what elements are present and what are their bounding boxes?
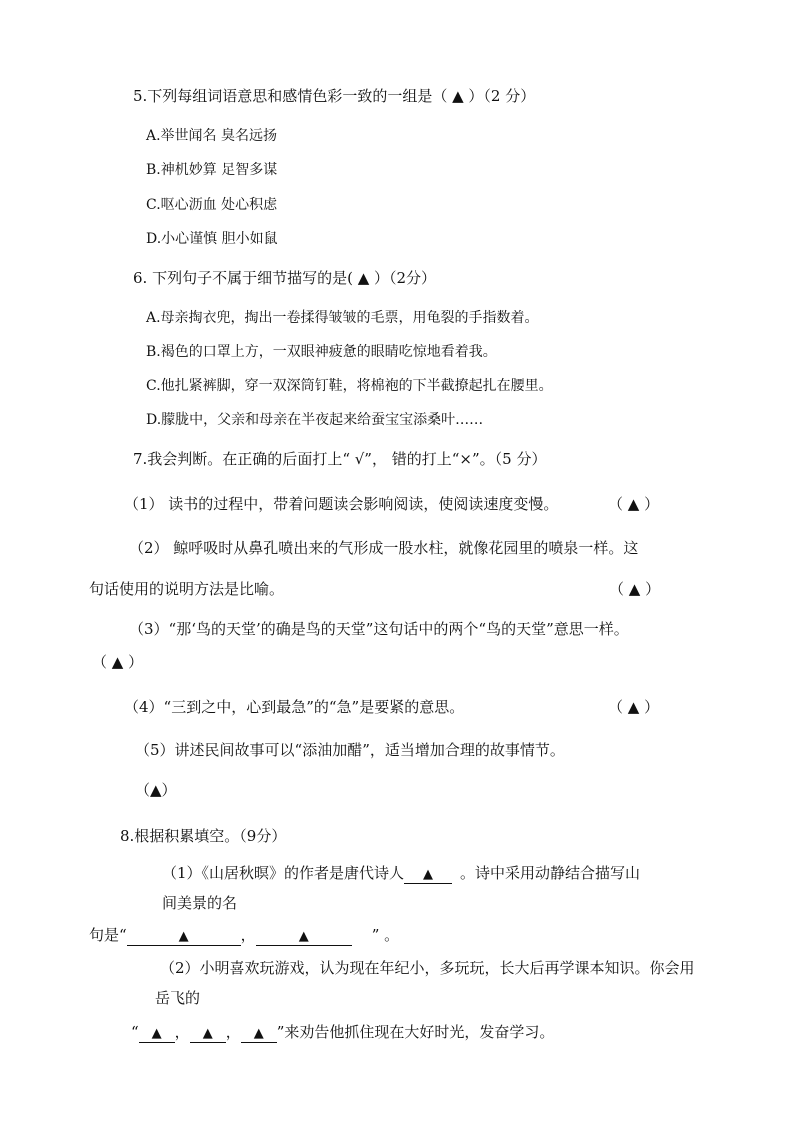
q7-item-5-text: （5）讲述民间故事可以“添油加醋”，适当增加合理的故事情节。 (135, 741, 565, 759)
q8-part1-line3 (89, 925, 399, 946)
q8-part1-text-c: 间美景的名 (162, 894, 238, 912)
q5-option-d: D.小心谨慎 胆小如鼠 (146, 231, 278, 247)
q8-part1-text-d: 句是“ (89, 926, 127, 944)
q7-item-1-text: （1） 读书的过程中，带着问题读会影响阅读，使阅读速度变慢。 (124, 495, 559, 513)
triangle-marker-icon: ▲ (151, 1026, 162, 1041)
q6-option-a: A.母亲掏衣兜，掏出一卷揉得皱皱的毛票，用龟裂的手指数着。 (146, 310, 539, 326)
q8-blank-quote-3[interactable] (241, 1024, 277, 1043)
q8-part1-line1 (162, 863, 640, 884)
q8-stem: 8.根据积累填空。（9分） (120, 827, 287, 845)
q6-stem: 6. 下列句子不属于细节描写的是( ▲ ）（2分） (133, 269, 437, 287)
q7-item-5-mark: （▲） (135, 781, 177, 799)
q8-part2-text-d: ， (174, 1023, 190, 1041)
q8-blank-poet[interactable] (404, 865, 452, 884)
triangle-marker-icon: ▲ (202, 1026, 213, 1041)
q6-option-d: D.朦胧中，父亲和母亲在半夜起来给蚕宝宝添桑叶…… (146, 412, 484, 428)
q5-option-c: C.呕心沥血 处心积虑 (146, 197, 278, 213)
q8-blank-quote-1[interactable] (139, 1024, 175, 1043)
q8-part2-text-b: 岳飞的 (155, 989, 201, 1007)
q8-part1-text-b: 。诗中采用动静结合描写山 (460, 864, 641, 882)
triangle-marker-icon: ▲ (298, 929, 309, 944)
q5-option-a: A.举世闻名 臭名远扬 (146, 128, 278, 144)
q5-option-b: B.神机妙算 足智多谋 (146, 162, 278, 178)
q7-item-1-mark: （ ▲ ） (608, 495, 660, 513)
q7-item-2-mark: （ ▲ ） (609, 580, 661, 598)
q8-part1-text-a: （1）《山居秋暝》的作者是唐代诗人 (162, 864, 405, 882)
q6-option-b: B.褐色的口罩上方，一双眼神疲惫的眼睛吃惊地看着我。 (146, 344, 497, 360)
q8-part2-text-e: ， (225, 1023, 241, 1041)
q8-part1-text-f: ” 。 (371, 926, 400, 944)
q7-item-2-cont: 句话使用的说明方法是比喻。 (89, 580, 285, 598)
q8-part2-text-c: “ (131, 1023, 139, 1041)
q8-part2-text-f: ”来劝告他抓住现在大好时光，发奋学习。 (276, 1023, 555, 1041)
q7-item-3-mark: （ ▲ ） (92, 653, 144, 671)
q7-item-3-text: （3）“那‘鸟的天堂’的确是鸟的天堂”这句话中的两个“鸟的天堂”意思一样。 (129, 620, 629, 638)
q8-part2-line3 (131, 1022, 554, 1043)
q7-item-2-text: （2） 鲸呼吸时从鼻孔喷出来的气形成一股水柱，就像花园里的喷泉一样。这 (129, 539, 639, 557)
q7-stem: 7.我会判断。在正确的后面打上“ √”， 错的打上“×”。（5 分） (133, 450, 547, 468)
q7-item-4-text: （4）“三到之中，心到最急”的“急”是要紧的意思。 (124, 698, 465, 716)
triangle-marker-icon: ▲ (253, 1026, 264, 1041)
q8-part1-text-e: ， (240, 926, 256, 944)
q8-blank-quote-2[interactable] (190, 1024, 226, 1043)
q6-option-c: C.他扎紧裤脚，穿一双深筒钉鞋，将棉袍的下半截撩起扎在腰里。 (146, 378, 553, 394)
q5-stem: 5.下列每组词语意思和感情色彩一致的一组是（ ▲ ）（2 分） (133, 87, 536, 105)
q8-part2-text-a: （2）小明喜欢玩游戏，认为现在年纪小，多玩玩，长大后再学课本知识。你会用 (160, 959, 695, 977)
q8-blank-line-1[interactable] (127, 927, 241, 946)
triangle-marker-icon: ▲ (178, 929, 189, 944)
q8-blank-line-2[interactable] (256, 927, 352, 946)
triangle-marker-icon: ▲ (423, 867, 434, 882)
q7-item-4-mark: （ ▲ ） (608, 698, 660, 716)
